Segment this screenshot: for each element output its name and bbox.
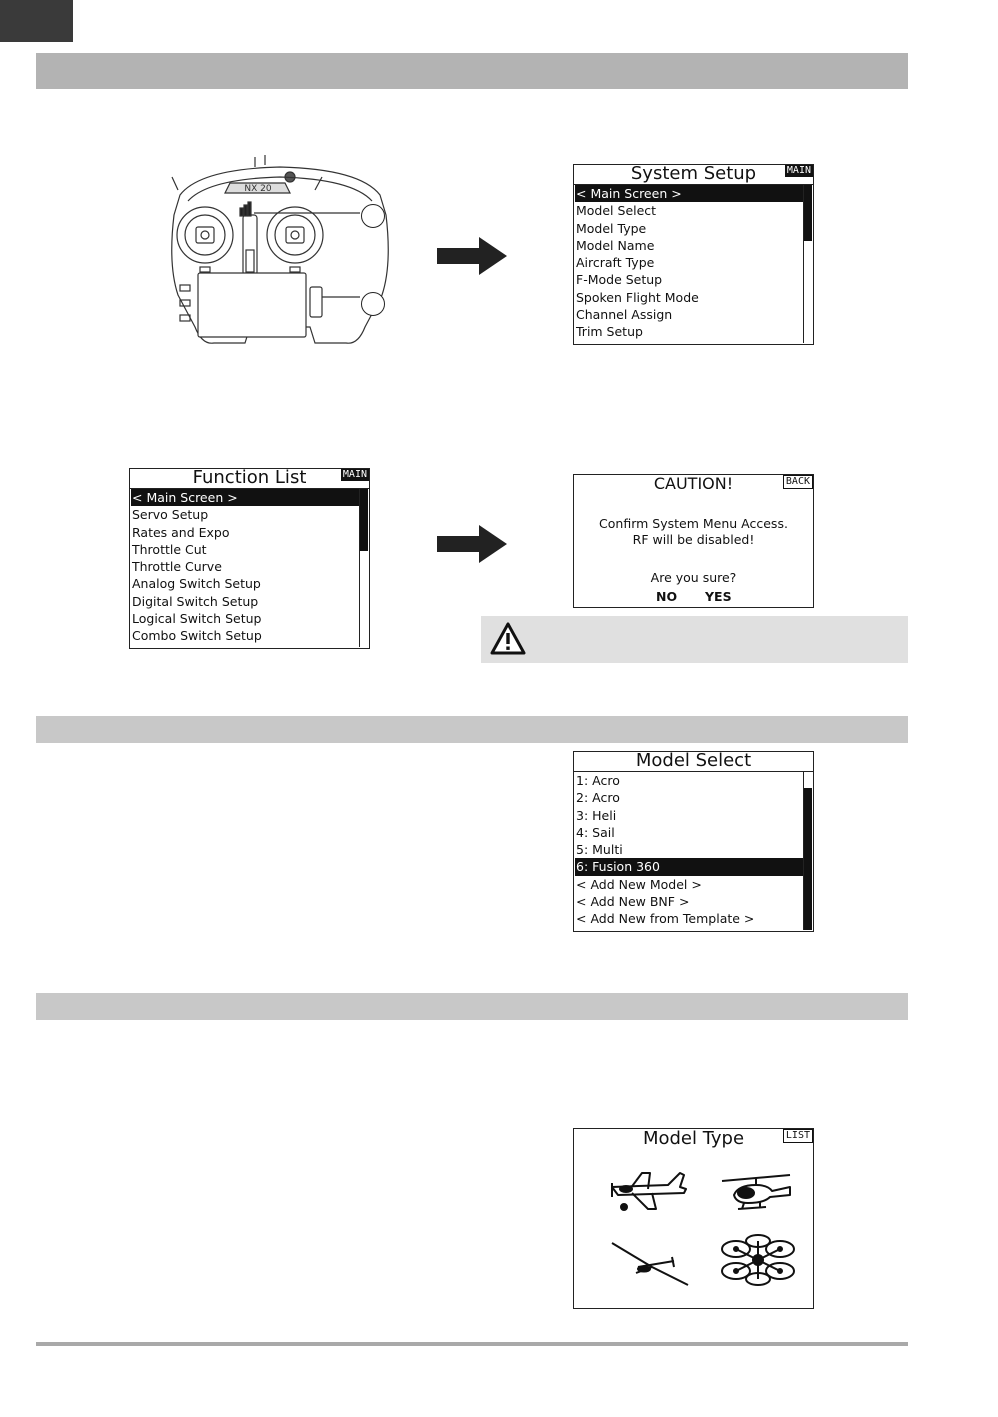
function-list-menu <box>131 489 359 645</box>
caution-line-1: Confirm System Menu Access. <box>599 516 788 531</box>
screen-title: Model Select <box>635 750 752 771</box>
menu-item[interactable]: 4: Sail <box>576 824 615 840</box>
menu-item[interactable]: 2: Acro <box>576 790 620 806</box>
screen-title: Function List <box>192 467 307 488</box>
system-setup-screen <box>573 164 814 345</box>
scrollbar[interactable] <box>803 185 812 343</box>
menu-item[interactable]: Trim Setup <box>576 324 643 340</box>
section-bar-model-select <box>36 716 908 743</box>
menu-item[interactable]: 1: Acro <box>576 773 620 788</box>
sailplane-icon[interactable] <box>608 1237 690 1289</box>
airplane-icon[interactable] <box>608 1163 690 1215</box>
scrollbar[interactable] <box>803 772 812 930</box>
arrow-right-icon <box>437 237 507 275</box>
callout-circle-1 <box>361 204 385 228</box>
back-tag[interactable]: BACK <box>783 475 813 489</box>
caution-question: Are you sure? <box>650 570 737 585</box>
footer-rule <box>36 1342 908 1346</box>
warning-box <box>481 616 908 663</box>
helicopter-icon[interactable] <box>720 1171 796 1215</box>
header-bar <box>36 53 908 89</box>
screen-title: System Setup <box>630 163 757 184</box>
arrow-right-icon <box>437 525 507 563</box>
screen-title: Model Type <box>642 1128 745 1149</box>
menu-item[interactable]: Logical Switch Setup <box>132 611 262 627</box>
menu-item[interactable]: Model Type <box>576 220 647 236</box>
page-corner-tab <box>0 0 73 42</box>
menu-item[interactable]: Spoken Flight Mode <box>576 289 699 305</box>
menu-item[interactable]: < Add New from Template > <box>576 911 755 927</box>
no-option[interactable]: NO <box>656 589 678 604</box>
main-tag[interactable]: MAIN <box>342 469 367 480</box>
menu-item[interactable]: Combo Switch Setup <box>132 628 262 644</box>
transmitter-illustration <box>160 155 400 355</box>
menu-item[interactable]: < Main Screen > <box>575 185 803 202</box>
menu-item[interactable]: Aircraft Type <box>576 255 655 271</box>
multirotor-icon[interactable] <box>720 1229 796 1289</box>
menu-item[interactable]: Analog Switch Setup <box>132 576 261 592</box>
menu-item[interactable]: Throttle Curve <box>132 559 222 575</box>
menu-item[interactable]: < Add New Model > <box>576 876 702 892</box>
caution-line-2: RF will be disabled! <box>632 532 755 547</box>
function-list-screen <box>129 468 370 649</box>
menu-item[interactable]: Digital Switch Setup <box>132 593 259 609</box>
caution-title: CAUTION! <box>653 474 734 493</box>
menu-item[interactable]: 5: Multi <box>576 842 623 858</box>
section-bar-model-type <box>36 993 908 1020</box>
menu-item[interactable]: 6: Fusion 360 <box>575 858 803 875</box>
yes-option[interactable]: YES <box>705 589 732 604</box>
callout-circle-2 <box>361 292 385 316</box>
list-tag[interactable]: LIST <box>783 1129 813 1143</box>
menu-item[interactable]: Throttle Cut <box>132 541 207 557</box>
model-select-menu <box>575 772 803 928</box>
caution-screen <box>573 474 814 608</box>
menu-item[interactable]: F-Mode Setup <box>576 272 663 288</box>
system-setup-menu <box>575 185 803 341</box>
menu-item[interactable]: Channel Assign <box>576 307 673 323</box>
model-type-screen <box>573 1128 814 1309</box>
scrollbar[interactable] <box>359 489 368 647</box>
menu-item[interactable]: Servo Setup <box>132 507 209 523</box>
menu-item[interactable]: Model Select <box>576 203 657 219</box>
model-select-screen <box>573 751 814 932</box>
menu-item[interactable]: Model Name <box>576 237 655 253</box>
menu-item[interactable]: < Main Screen > <box>131 489 359 506</box>
menu-item[interactable]: < Add New BNF > <box>576 894 690 910</box>
warning-triangle-icon <box>490 622 526 656</box>
main-tag[interactable]: MAIN <box>786 165 811 176</box>
menu-item[interactable]: Rates and Expo <box>132 524 230 540</box>
transmitter-brand-mark: NX 20 <box>244 184 272 194</box>
menu-item[interactable]: 3: Heli <box>576 807 617 823</box>
